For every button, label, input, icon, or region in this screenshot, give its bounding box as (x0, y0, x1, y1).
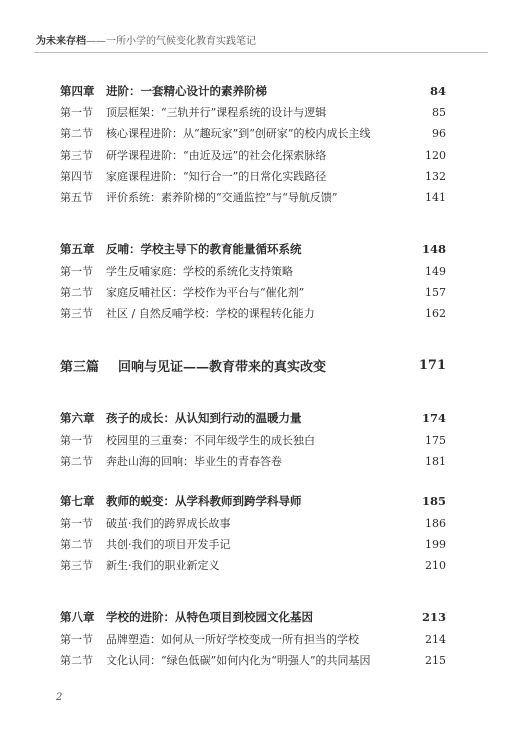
toc-section-row (60, 431, 446, 449)
toc-entry-title: 奔赴山海的回响：毕业生的青春答卷 (106, 455, 282, 468)
toc-section-row (60, 535, 446, 553)
toc-entry-page: 84 (429, 84, 446, 98)
toc-entry-page: 171 (418, 357, 446, 373)
toc-section-row (60, 452, 446, 470)
toc-entry-label: 第四节 (60, 170, 93, 183)
toc-entry-title: 评价系统：素养阶梯的“交通监控”与“导航反馈” (106, 191, 338, 204)
toc-entry-title: 学校的进阶：从特色项目到校园文化基因 (106, 610, 313, 624)
toc-entry-page: 181 (425, 454, 446, 468)
toc-entry-title: 家庭课程进阶：“知行合一”的日常化实践路径 (106, 170, 327, 183)
toc-entry-title: 顶层框架：“三轨并行”课程系统的设计与逻辑 (106, 106, 327, 119)
toc-entry-label: 第二节 (60, 127, 93, 140)
toc-section-row (60, 556, 446, 574)
toc-entry-page: 199 (425, 537, 446, 551)
toc-entry-title: 教师的蜕变：从学科教师到跨学科导师 (106, 494, 302, 508)
toc-section-row (60, 146, 446, 164)
toc-section-row (60, 262, 446, 280)
toc-entry-label: 第一节 (60, 633, 93, 646)
toc-chapter-row (60, 492, 446, 510)
toc-entry-title: 新生·我们的职业新定义 (106, 559, 220, 572)
toc-entry-title: 校园里的三重奏：不同年级学生的成长独白 (106, 434, 315, 447)
toc-entry-page: 185 (421, 494, 446, 508)
toc-entry-label: 第一节 (60, 517, 93, 530)
toc-section-row (60, 103, 446, 121)
toc-chapter-row (60, 409, 446, 427)
toc-entry-label: 第八章 (60, 610, 95, 624)
toc-entry-page: 175 (425, 433, 446, 447)
toc-entry-page: 186 (425, 516, 446, 530)
toc-section-row (60, 651, 446, 669)
toc-section-row (60, 630, 446, 648)
toc-section-row (60, 283, 446, 301)
toc-entry-page: 214 (425, 632, 446, 646)
toc-section-row (60, 124, 446, 142)
toc-entry-title: 社区 / 自然反哺学校：学校的课程转化能力 (106, 307, 315, 320)
toc-entry-label: 第一节 (60, 265, 93, 278)
toc-entry-title: 家庭反哺社区：学校作为平台与“催化剂” (106, 286, 305, 299)
toc-entry-title: 进阶：一套精心设计的素养阶梯 (106, 84, 267, 98)
toc-section-row (60, 304, 446, 322)
toc-section-row (60, 167, 446, 185)
toc-chapter-row (60, 82, 446, 100)
toc-entry-page: 213 (421, 610, 446, 624)
toc-chapter-row (60, 240, 446, 258)
toc-entry-title: 品牌塑造：如何从一所好学校变成一所有担当的学校 (106, 633, 359, 646)
toc-entry-title: 核心课程进阶：从“趣玩家”到“创研家”的校内成长主线 (106, 127, 371, 140)
toc-entry-label: 第二节 (60, 286, 93, 299)
book-title: 为未来存档 (36, 36, 86, 47)
toc-entry-label: 第二节 (60, 654, 93, 667)
toc-entry-title: 破茧·我们的跨界成长故事 (106, 517, 231, 530)
toc-entry-label: 第二节 (60, 538, 93, 551)
book-subtitle: ——一所小学的气候变化教育实践笔记 (86, 36, 256, 47)
toc-entry-title: 共创·我们的项目开发手记 (106, 538, 231, 551)
toc-entry-page: 157 (425, 285, 446, 299)
toc-part-row (60, 356, 446, 374)
toc-entry-title: 研学课程进阶：“由近及远”的社会化探索脉络 (106, 149, 327, 162)
toc-entry-label: 第六章 (60, 411, 95, 425)
toc-section-row (60, 188, 446, 206)
toc-entry-page: 149 (425, 264, 446, 278)
toc-entry-label: 第七章 (60, 494, 95, 508)
toc-entry-page: 120 (425, 148, 446, 162)
toc-entry-label: 第二节 (60, 455, 93, 468)
toc-entry-label: 第一节 (60, 434, 93, 447)
toc-entry-title: 文化认同：“绿色低碳”如何内化为“明强人”的共同基因 (106, 654, 371, 667)
toc-entry-page: 141 (425, 190, 446, 204)
toc-entry-title: 学生反哺家庭：学校的系统化支持策略 (106, 265, 293, 278)
toc-entry-label: 第五章 (60, 242, 95, 256)
header-divider (34, 52, 488, 53)
toc-entry-title: 反哺：学校主导下的教育能量循环系统 (106, 242, 302, 256)
toc-entry-title: 回响与见证——教育带来的真实改变 (118, 359, 327, 375)
toc-entry-label: 第三篇 (60, 359, 100, 375)
toc-entry-label: 第五节 (60, 191, 93, 204)
toc-chapter-row (60, 608, 446, 626)
toc-entry-title: 孩子的成长：从认知到行动的温暖力量 (106, 411, 302, 425)
toc-entry-page: 215 (425, 653, 446, 667)
toc-entry-page: 96 (432, 126, 446, 140)
toc-entry-label: 第四章 (60, 84, 95, 98)
toc-entry-page: 132 (425, 169, 446, 183)
toc-entry-page: 85 (432, 105, 446, 119)
page-number: 2 (56, 692, 63, 703)
toc-entry-label: 第三节 (60, 149, 93, 162)
toc-entry-page: 162 (425, 306, 446, 320)
running-header (36, 32, 486, 47)
toc-entry-page: 210 (425, 558, 446, 572)
toc-entry-label: 第一节 (60, 106, 93, 119)
toc-entry-label: 第三节 (60, 307, 93, 320)
toc-entry-label: 第三节 (60, 559, 93, 572)
toc-entry-page: 148 (421, 242, 446, 256)
toc-entry-page: 174 (421, 411, 446, 425)
toc-section-row (60, 514, 446, 532)
